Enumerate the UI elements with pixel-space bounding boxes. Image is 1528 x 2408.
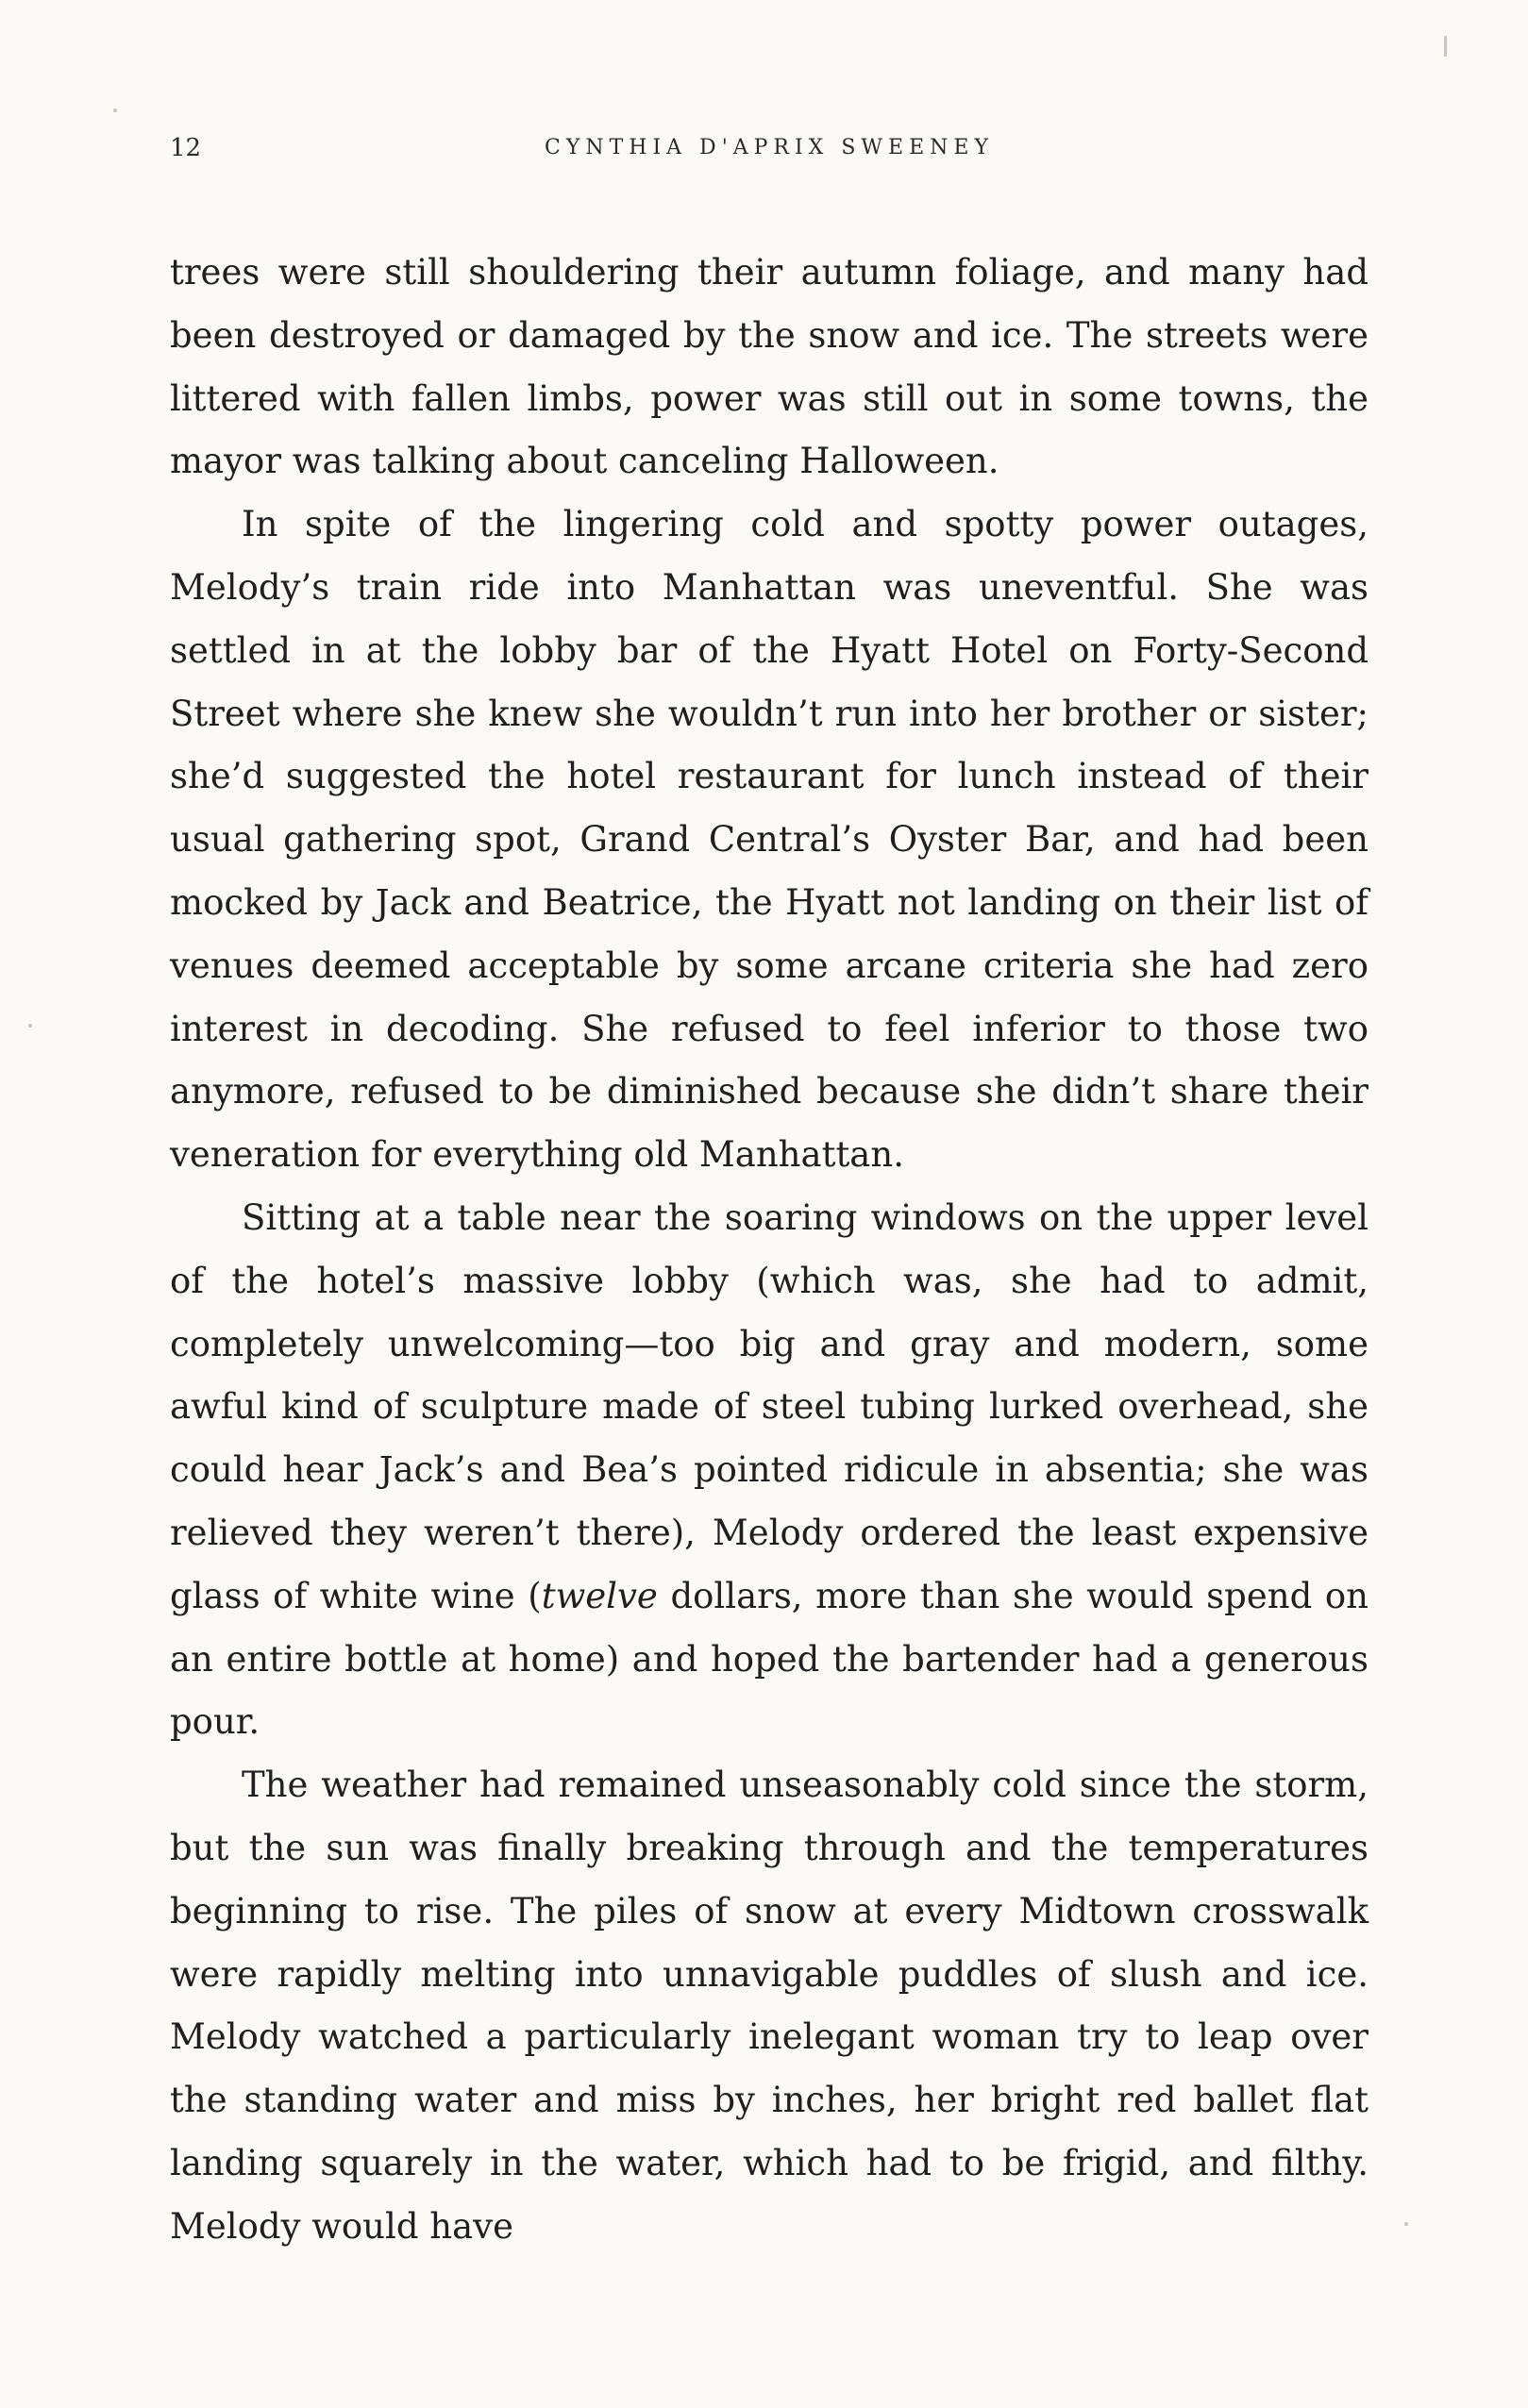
paragraph-2: In spite of the lingering cold and spotty power outages, Melody’s train ride into Manhattan was uneventful. She was settled in at the lobby bar of the Hyatt Hotel on Forty-Second Street where she knew she wouldn’t run into her brother or sister; she’d suggested the hotel restaurant for lunch instead of their usual gathering spot, Grand Central’s Oyster Bar, and had been mocked by Jack and Beatrice, the Hyatt not landing on their list of venues deemed acceptable by some arcane criteria she had zero interest in decoding. She refused to feel inferior to those two anymore, refused to be diminished because she didn’t share their veneration for everything old Manhattan. bbox=[170, 504, 1368, 1176]
paragraph-4: The weather had remained unseasonably cold since the storm, but the sun was finally breaking through and the temperatures beginning to rise. The piles of snow at every Midtown crosswalk were rapidly melting into unnavigable puddles of slush and ice. Melody watched a particularly inelegant woman try to leap over the standing water and miss by inches, her bright red ballet flat landing squarely in the water, which had to be frigid, and filthy. Melody would have bbox=[170, 1764, 1368, 2247]
paragraph-3-italic-word: twelve bbox=[541, 1575, 658, 1616]
running-head bbox=[170, 134, 1368, 172]
paragraph-3-text-after: dollars, more than she would spend on an entire bottle at home) and hoped the bartender had a generous pour. bbox=[170, 1575, 1368, 1743]
scan-speck bbox=[28, 1024, 32, 1028]
page-number: 12 bbox=[170, 134, 202, 162]
body-text bbox=[170, 242, 1368, 2259]
paragraph-1: trees were still shouldering their autumn foliage, and many had been destroyed or damaged by the snow and ice. The streets were littered with fallen limbs, power was still out in some towns, the mayor was talking about canceling Halloween. bbox=[170, 252, 1368, 482]
running-head-author: CYNTHIA D'APRIX SWEENEY bbox=[545, 136, 994, 159]
paragraph-3-text-before: Sitting at a table near the soaring windows on the upper level of the hotel’s massive lobby (which was, she had to admit, completely unwelcoming—too big and gray and modern, some awful kind of sculpture made of steel tubing lurked overhead, she could hear Jack’s and Bea’s pointed ridicule in absentia; she was relieved they weren’t there), Melody ordered the least expensive glass of white wine ( bbox=[170, 1196, 1368, 1616]
scan-speck bbox=[1404, 2222, 1408, 2226]
paragraph-3 bbox=[170, 1187, 1368, 1754]
scan-mark bbox=[1444, 36, 1447, 57]
scan-speck bbox=[113, 109, 117, 112]
